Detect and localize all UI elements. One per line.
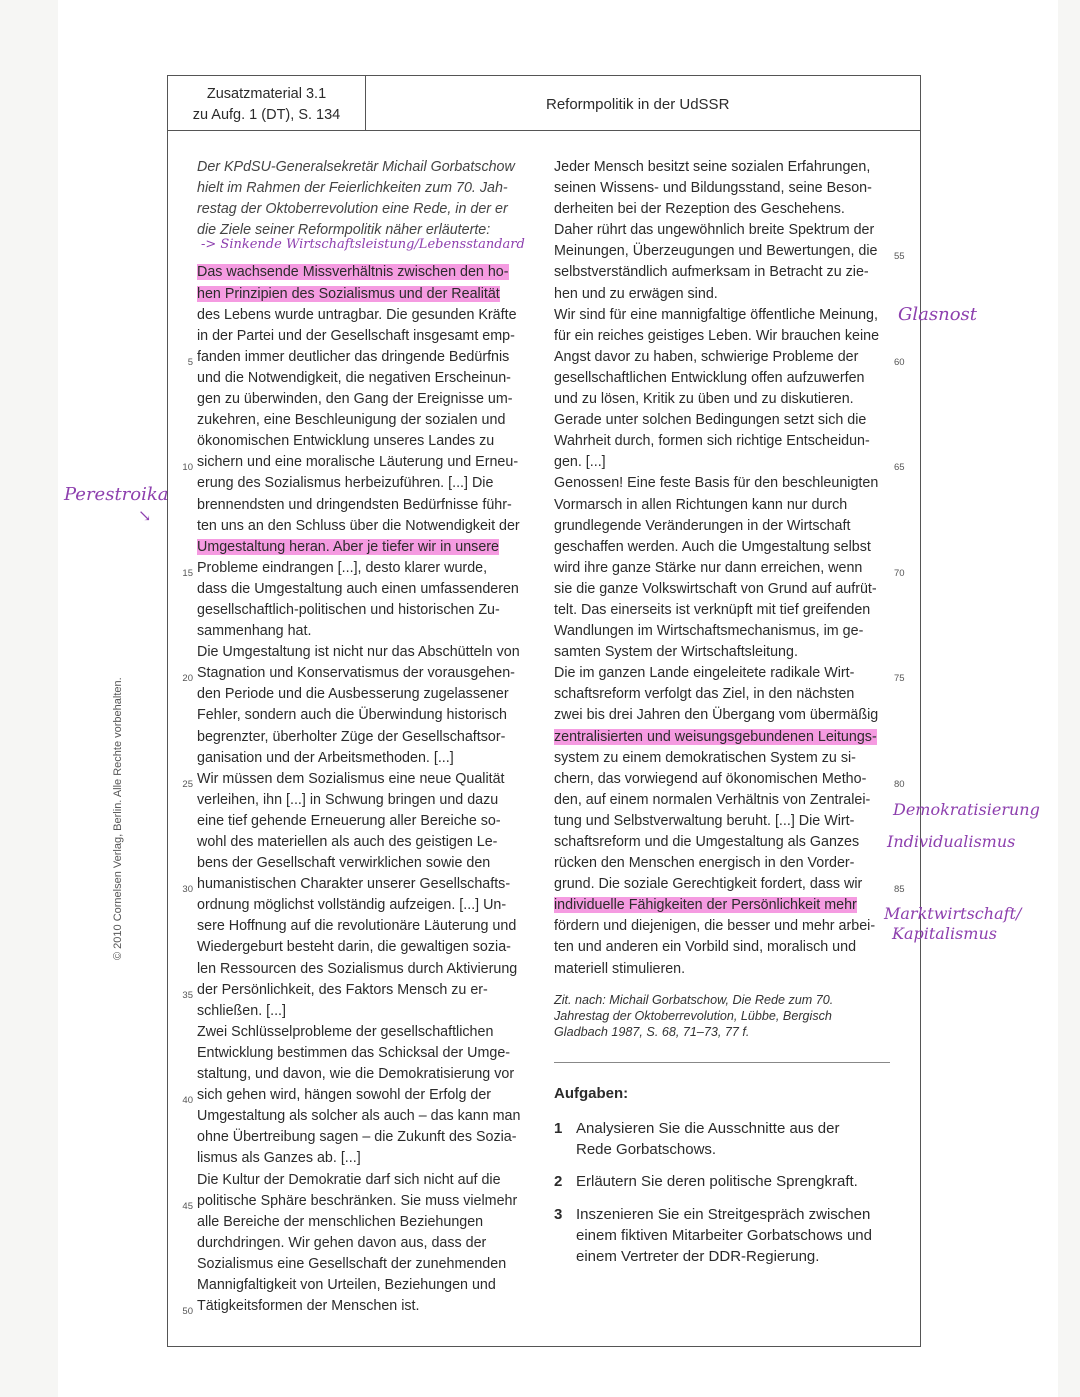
text-line [197, 916, 532, 937]
text-line [554, 600, 890, 621]
line-number: 55 [894, 251, 905, 263]
line-text: len Ressourcen des Sozialismus durch Aktivierung [197, 960, 518, 977]
line-text: system zu einem demokratischen System zu si- [554, 749, 856, 766]
task-text: Inszenieren Sie ein Streitgespräch zwischen einem fiktiven Mitarbeiter Gorbatschows und einem Vertreter der DDR-Regierung. [576, 1206, 872, 1265]
line-text: gen. [...] [554, 454, 606, 471]
line-text: die Ziele seiner Reformpolitik näher erläuterte: [197, 222, 491, 239]
line-text: Genossen! Eine feste Basis für den beschleunigten [554, 475, 879, 492]
text-line [197, 1106, 532, 1127]
text-line [554, 284, 890, 305]
line-text: wohl des materiellen als auch des geistigen Le- [197, 834, 498, 850]
line-text: ohne Übertreibung sagen – die Zukunft des Sozia- [197, 1129, 517, 1146]
line-text: und die Notwendigkeit, die negativen Erscheinun- [197, 369, 511, 386]
line-text: des Lebens wurde untragbar. Die gesunden Kräfte [197, 306, 517, 323]
line-text: hielt im Rahmen der Feierlichkeiten zum 70. Jah- [197, 180, 508, 197]
text-line [554, 199, 890, 220]
line-text: Umgestaltung heran. Aber je tiefer wir in unsere [197, 538, 499, 555]
line-text: dass die Umgestaltung auch einen umfassenderen [197, 580, 519, 597]
text-line [554, 769, 905, 790]
text-line [197, 642, 532, 663]
line-number: 15 [182, 567, 193, 579]
text-line [554, 262, 890, 283]
line-text: Entwicklung bestimmen das Schicksal der Umge- [197, 1044, 511, 1061]
line-text: eine tief gehende Erneuerung aller Bereiche so- [197, 812, 501, 829]
line-text: Wandlungen im Wirtschaftsmechanismus, im ge- [554, 623, 864, 640]
line-text: Probleme eindrangen [...], desto klarer wurde, [197, 559, 488, 576]
text-line [197, 262, 532, 283]
text-line [554, 579, 890, 600]
line-number: 10 [182, 462, 193, 474]
text-line [554, 663, 905, 685]
line-text: Wiedergeburt besteht darin, die gewaltigen sozia- [197, 939, 511, 956]
line-number: 35 [182, 989, 193, 1001]
line-text: gesellschaftlich-politischen und historischen Zu- [197, 601, 500, 618]
line-text: Wahrheit durch, formen sich richtige Entscheidun- [554, 433, 870, 450]
line-number: 30 [182, 884, 193, 896]
text-line [197, 178, 532, 199]
line-number: 50 [182, 1306, 193, 1318]
text-line [554, 326, 890, 347]
text-line [182, 980, 532, 1001]
line-text: schaftsreform und die Umgestaltung als Ganzes [554, 834, 860, 850]
text-line [197, 305, 532, 326]
line-text: zukehren, eine Beschleunigung der sozialen und [197, 412, 506, 429]
line-text: schließen. [...] [197, 1002, 286, 1019]
annotation-glasnost: Glasnost [898, 304, 978, 325]
line-text: Umgestaltung als solcher als auch – das kann man [197, 1108, 521, 1125]
line-text: sie die ganze Volkswirtschaft von Grund auf aufrüt- [554, 580, 877, 597]
line-text: sichern und eine moralische Läuterung und Erneu- [197, 454, 519, 471]
header-material-box [167, 75, 366, 131]
text-line [554, 452, 905, 474]
line-text: Stagnation und Konservatismus der vorausgehen- [197, 665, 515, 682]
text-line [554, 241, 905, 263]
task-number: 1 [554, 1120, 563, 1137]
text-line [197, 937, 532, 958]
line-text: staltung, und davon, wie die Demokratisierung vor [197, 1066, 515, 1083]
text-line [197, 600, 532, 621]
text-line [554, 874, 905, 896]
line-text: rücken den Menschen energisch in den Vorder- [554, 855, 855, 872]
page-title: Reformpolitik in der UdSSR [546, 96, 730, 113]
line-text: Wir müssen dem Sozialismus eine neue Qualität [197, 770, 505, 787]
line-text: begrenzter, überholter Züge der Gesellschaftsor- [197, 728, 506, 745]
text-line [554, 410, 890, 431]
text-line [554, 347, 905, 368]
line-text: geschaffen werden. Auch die Umgestaltung selbst [554, 538, 871, 555]
text-line [197, 157, 532, 178]
line-text: ten uns an den Schluss über die Notwendigkeit der [197, 517, 520, 534]
line-text: selbstverständlich aufmerksam in Betracht zu zie- [554, 264, 869, 281]
text-line [197, 410, 532, 431]
line-text: sammenhang hat. [197, 623, 312, 640]
text-line [554, 621, 890, 642]
text-line [182, 1085, 532, 1107]
text-line [197, 959, 532, 980]
text-line [182, 663, 532, 685]
line-text: den, auf einem normalen Verhältnis von Zentralei- [554, 791, 871, 808]
task-reference: zu Aufg. 1 (DT), S. 134 [192, 107, 341, 123]
line-text: wird ihre ganze Stärke nur dann erreichen, wenn [554, 559, 863, 576]
text-line [182, 558, 532, 579]
text-line [554, 895, 890, 916]
text-line [554, 516, 890, 537]
line-text: individuelle Fähigkeiten der Persönlichkeit mehr [554, 897, 857, 914]
line-text: sere Hoffnung auf die revolutionäre Läuterung und [197, 918, 517, 935]
tasks-heading: Aufgaben: [554, 1085, 629, 1102]
text-line [554, 811, 890, 832]
line-text: Vormarsch in allen Richtungen kann nur durch [554, 496, 848, 513]
line-text: erung des Sozialismus herbeizuführen. [...] Die [197, 475, 494, 492]
text-line [554, 642, 890, 663]
line-text: hen Prinzipien des Sozialismus und der Realität [197, 285, 500, 302]
text-line [182, 874, 532, 896]
line-text: den Periode und die Ausbesserung zugelassener [197, 686, 509, 703]
text-line [197, 1022, 532, 1043]
line-number: 20 [182, 673, 193, 685]
text-line [197, 1064, 532, 1085]
line-text: telt. Das einerseits ist verknüpft mit tief greifenden [554, 601, 871, 618]
line-text: samten System der Wirtschaftsleitung. [554, 644, 798, 661]
right-text-column [554, 157, 905, 980]
text-line [554, 916, 890, 937]
line-number: 5 [187, 356, 193, 368]
annotation-kapitalismus: Kapitalismus [892, 924, 997, 943]
text-line [554, 537, 890, 558]
line-text: Meinungen, Überzeugungen und Bewertungen, die [554, 243, 878, 260]
text-line [197, 1001, 532, 1022]
text-line [197, 537, 532, 558]
text-line [182, 452, 532, 474]
line-text: grundlegende Veränderungen in der Wirtschaft [554, 517, 851, 534]
line-text: gesellschaftlichen Entwicklung offen aufzuwerfen [554, 369, 865, 386]
text-line [197, 495, 532, 516]
line-text: grund. Die soziale Gerechtigkeit fordert, dass wir [554, 876, 863, 893]
text-line [187, 347, 532, 368]
line-text: Fehler, sondern auch die Überwindung historisch [197, 707, 507, 724]
line-text: ganisation und der Arbeitsmethoden. [...] [197, 749, 454, 766]
text-line [554, 853, 890, 874]
text-line [182, 1296, 532, 1318]
line-text: fanden immer deutlicher das dringende Bedürfnis [197, 348, 510, 365]
line-number: 75 [894, 673, 905, 685]
annotation-marktwirtschaft: Marktwirtschaft/ [884, 904, 1022, 923]
line-text: zwei bis drei Jahren den Übergang vom übermäßig [554, 707, 879, 724]
line-text: Angst davor zu haben, schwierige Probleme der [554, 348, 859, 365]
annotation-demokratisierung: Demokratisierung [893, 800, 1040, 819]
text-line [182, 769, 532, 790]
line-number: 25 [182, 778, 193, 790]
task-text: Erläutern Sie deren politische Sprengkraft. [576, 1173, 858, 1190]
text-line [197, 579, 532, 600]
text-line [197, 473, 532, 494]
annotation-perestroika: Perestroika [64, 484, 169, 505]
text-line [554, 157, 890, 178]
text-line [197, 1127, 532, 1148]
line-text: sich gehen wird, hängen sowohl der Erfolg der [197, 1087, 492, 1104]
line-text: derheiten bei der Rezeption des Geschehens. [554, 201, 845, 218]
line-text: Zwei Schlüsselprobleme der gesellschaftlichen [197, 1023, 494, 1040]
line-text: lismus als Ganzes ab. [...] [197, 1150, 361, 1167]
line-text: Das wachsende Missverhältnis zwischen den ho- [197, 264, 509, 281]
task-text: Analysieren Sie die Ausschnitte aus der Rede Gorbatschows. [576, 1120, 840, 1158]
annotation-sinkende: -> Sinkende Wirtschaftsleistung/Lebensstandard [201, 237, 525, 252]
line-text: Der KPdSU-Generalsekretär Michail Gorbatschow [197, 159, 515, 175]
text-line [554, 727, 890, 748]
line-text: alle Bereiche der menschlichen Beziehungen [197, 1213, 484, 1230]
line-text: verleihen, ihn [...] in Schwung bringen und dazu [197, 791, 499, 808]
text-line [197, 684, 532, 705]
line-text: gen zu überwinden, den Gang der Ereignisse um- [197, 391, 513, 408]
task-number: 2 [554, 1173, 563, 1190]
text-line [197, 1212, 532, 1233]
line-text: für ein reiches geistiges Leben. Wir brauchen keine [554, 327, 880, 344]
text-line [197, 284, 532, 305]
text-line [554, 473, 890, 494]
left-text-column [182, 157, 532, 1318]
line-text: seinen Wissens- und Bildungsstand, seine Beson- [554, 180, 872, 197]
text-line [554, 220, 890, 241]
line-text: brennendsten und dringendsten Bedürfnisse führ- [197, 496, 512, 513]
text-line [197, 1148, 532, 1169]
line-text: tung und Selbstverwaltung beruht. [...] Die Wirt- [554, 812, 855, 829]
line-text: humanistischen Charakter unserer Gesellschafts- [197, 876, 511, 893]
line-number: 80 [894, 778, 905, 790]
material-label: Zusatzmaterial 3.1 [206, 86, 327, 102]
line-text: durchdringen. Wir gehen davon aus, dass der [197, 1234, 487, 1251]
text-line [554, 937, 890, 958]
line-text: chern, das vorwiegend auf ökonomischen Metho- [554, 770, 867, 787]
text-line [197, 1233, 532, 1254]
text-line [197, 895, 532, 916]
text-line [197, 832, 532, 853]
line-text: Die Kultur der Demokratie darf sich nicht auf die [197, 1171, 501, 1188]
text-line [197, 705, 532, 726]
text-line [197, 621, 532, 642]
line-number: 40 [182, 1095, 193, 1107]
text-line [197, 326, 532, 347]
text-line [554, 368, 890, 389]
text-line [554, 389, 890, 410]
line-text: bens der Gesellschaft verwirklichen sowie den [197, 855, 491, 872]
text-line [197, 1170, 532, 1191]
text-line [554, 790, 890, 811]
text-line [197, 431, 532, 452]
line-text: in der Partei und der Gesellschaft insgesamt emp- [197, 327, 515, 344]
text-line [554, 832, 890, 853]
line-text: politische Sphäre beschränken. Sie muss vielmehr [197, 1192, 518, 1209]
line-text: der Persönlichkeit, des Faktors Mensch zu er- [197, 981, 488, 998]
line-text: Jeder Mensch besitzt seine sozialen Erfahrungen, [554, 159, 871, 175]
text-line [554, 684, 890, 705]
line-number: 60 [894, 356, 905, 368]
line-text: materiell stimulieren. [554, 960, 686, 977]
line-text: Die im ganzen Lande eingeleitete radikale Wirt- [554, 665, 855, 682]
divider [554, 1062, 890, 1063]
line-text: ten und anderen ein Vorbild sind, moralisch und [554, 939, 857, 956]
line-text: Daher rührt das ungewöhnlich breite Spektrum der [554, 222, 875, 239]
line-text: schaftsreform verfolgt das Ziel, in den nächsten [554, 686, 855, 703]
text-line [197, 368, 532, 389]
line-text: ökonomischen Entwicklung unseres Landes zu [197, 433, 495, 450]
text-line [197, 1275, 532, 1296]
line-text: Sozialismus eine Gesellschaft der zunehmenden [197, 1255, 507, 1272]
text-line [197, 853, 532, 874]
line-text: Tätigkeitsformen der Menschen ist. [197, 1298, 420, 1315]
text-line [554, 959, 890, 980]
line-number: 65 [894, 462, 905, 474]
text-line [554, 748, 890, 769]
task-number: 3 [554, 1206, 563, 1223]
text-line [554, 558, 905, 579]
line-text: Die Umgestaltung ist nicht nur das Abschütteln von [197, 644, 520, 661]
line-number: 85 [894, 884, 905, 896]
line-text: Mannigfaltigkeit von Urteilen, Beziehungen und [197, 1276, 496, 1293]
text-line [554, 495, 890, 516]
text-line [197, 748, 532, 769]
line-text: und zu lösen, Kritik zu üben und zu diskutieren. [554, 391, 854, 408]
text-line [197, 389, 532, 410]
line-text: ordnung möglichst vollständig aufzeigen. [...] Un- [197, 897, 507, 914]
line-text: restag der Oktoberrevolution eine Rede, in der er [197, 201, 508, 218]
line-number: 45 [182, 1200, 193, 1212]
text-line [554, 431, 890, 452]
text-line [554, 705, 890, 726]
text-line [197, 199, 532, 220]
text-line [182, 1191, 532, 1212]
line-number: 70 [894, 567, 905, 579]
line-text: hen und zu erwägen sind. [554, 285, 718, 302]
line-text: Wir sind für eine mannigfaltige öffentliche Meinung, [554, 306, 878, 323]
line-text: zentralisierten und weisungsgebundenen Leitungs- [554, 728, 877, 745]
text-line [197, 1254, 532, 1275]
text-line [197, 516, 532, 537]
text-line [197, 790, 532, 811]
text-line [197, 811, 532, 832]
text-line [197, 1043, 532, 1064]
line-text: Gerade unter solchen Bedingungen setzt sich die [554, 412, 867, 429]
annotation-individualismus: Individualismus [887, 832, 1016, 851]
text-line [554, 305, 890, 326]
text-line [554, 178, 890, 199]
header-title-box [366, 75, 921, 131]
source-citation: Zit. nach: Michail Gorbatschow, Die Rede zum 70. Jahrestag der Oktoberrevolution, Lübbe, Bergisch Gladbach 1987, S. 68, 71–73, 77 f. [554, 993, 834, 1039]
line-text: fördern und diejenigen, die besser und mehr arbei- [554, 918, 876, 935]
arrow-icon: ↘ [138, 506, 152, 525]
text-line [197, 727, 532, 748]
